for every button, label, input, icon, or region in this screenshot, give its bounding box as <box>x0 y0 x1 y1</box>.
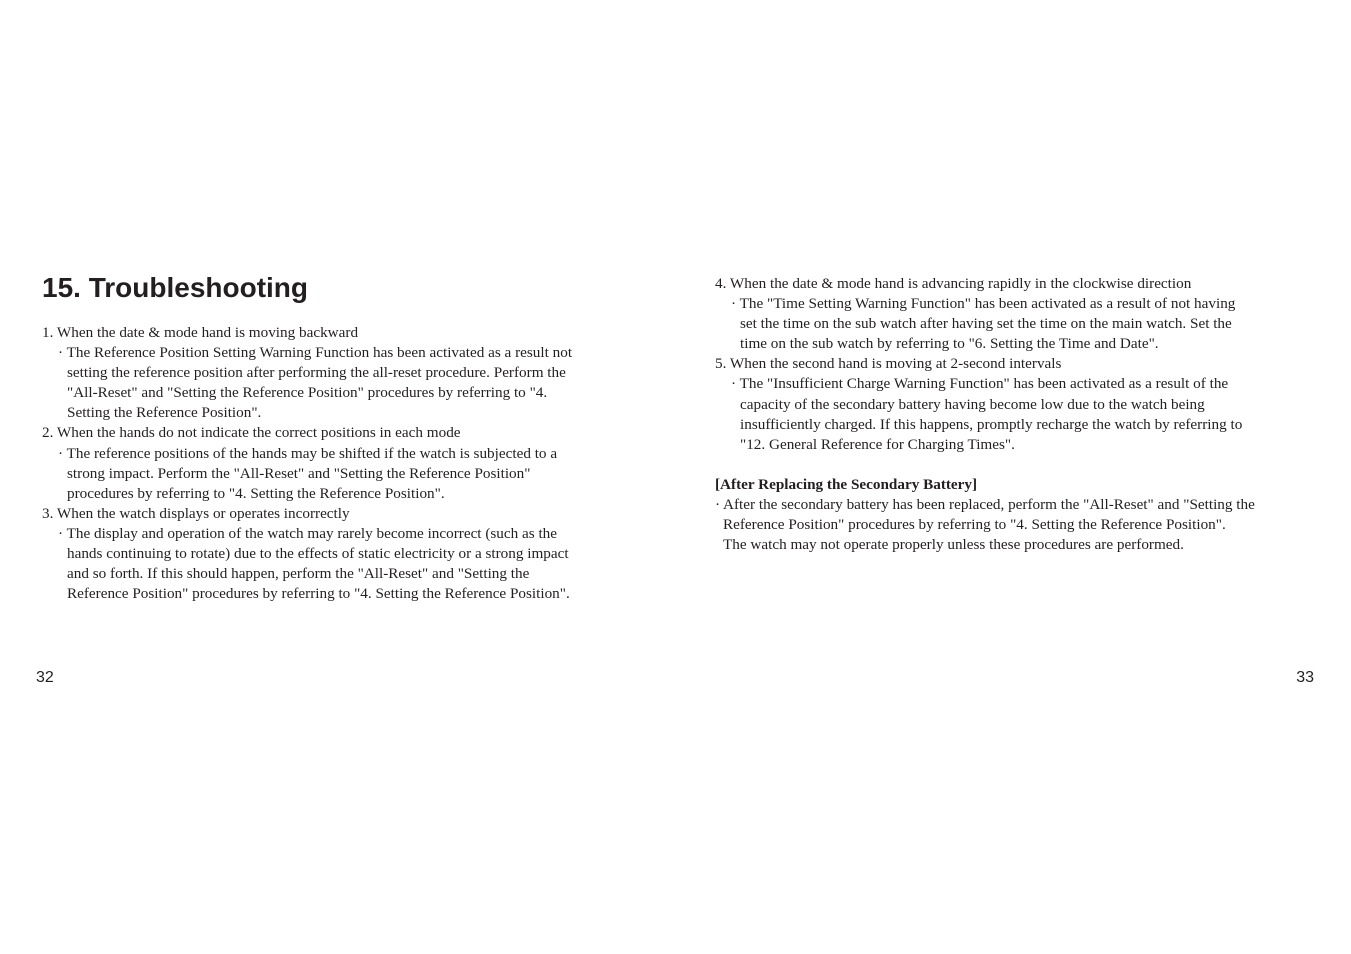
page-number-left: 32 <box>36 669 54 686</box>
item-2-line-3: procedures by referring to "4. Setting the Reference Position". <box>67 484 445 502</box>
item-body-5 <box>715 374 1325 454</box>
note-line-1: · After the secondary battery has been replaced, perform the "All-Reset" and "Setting the <box>715 495 1255 513</box>
left-page <box>0 0 675 954</box>
troubleshooting-list-left <box>42 323 642 604</box>
item-3-line-4: Reference Position" procedures by referring to "4. Setting the Reference Position". <box>67 585 570 603</box>
right-page <box>675 0 1351 954</box>
item-5-line-4: "12. General Reference for Charging Times". <box>740 435 1015 453</box>
section-title: 15. Troubleshooting <box>42 272 309 303</box>
item-heading-1: 1. When the date & mode hand is moving backward <box>42 324 359 341</box>
page-number-right: 33 <box>1296 669 1314 686</box>
item-1-line-2: setting the reference position after performing the all-reset procedure. Perform the <box>67 364 566 382</box>
item-3-line-2: hands continuing to rotate) due to the effects of static electricity or a strong impact <box>67 545 569 563</box>
item-4-line-2: set the time on the sub watch after having set the time on the main watch. Set the <box>740 315 1232 333</box>
item-heading-3: 3. When the watch displays or operates incorrectly <box>42 504 350 522</box>
item-body-3 <box>42 524 642 604</box>
item-2-line-1: · The reference positions of the hands may be shifted if the watch is subjected to a <box>58 444 558 462</box>
item-1-line-3: "All-Reset" and "Setting the Reference Position" procedures by referring to "4. <box>67 384 548 402</box>
item-heading-2: 2. When the hands do not indicate the correct positions in each mode <box>42 424 461 442</box>
item-body-4 <box>715 294 1325 354</box>
item-body-2 <box>42 444 642 504</box>
note-heading: [After Replacing the Secondary Battery] <box>715 475 978 493</box>
item-5-line-2: capacity of the secondary battery having become low due to the watch being <box>740 395 1205 413</box>
item-4-line-1: · The "Time Setting Warning Function" has been activated as a result of not having <box>731 295 1236 313</box>
item-heading-5: 5. When the second hand is moving at 2-second intervals <box>715 355 1062 373</box>
note-line-3: The watch may not operate properly unless these procedures are performed. <box>723 536 1184 554</box>
item-1-line-4: Setting the Reference Position". <box>67 404 262 422</box>
item-5-line-1: · The "Insufficient Charge Warning Function" has been activated as a result of the <box>731 375 1229 393</box>
item-3-line-3: and so forth. If this should happen, perform the "All-Reset" and "Setting the <box>67 565 530 583</box>
item-1-line-1: · The Reference Position Setting Warning Function has been activated as a result not <box>58 344 573 362</box>
item-heading-4: 4. When the date & mode hand is advancing rapidly in the clockwise direction <box>715 275 1192 292</box>
item-body-1 <box>42 343 642 423</box>
note-body <box>715 495 1325 555</box>
item-2-line-2: strong impact. Perform the "All-Reset" and "Setting the Reference Position" <box>67 464 531 482</box>
note-line-2: Reference Position" procedures by referring to "4. Setting the Reference Position". <box>723 516 1226 534</box>
troubleshooting-list-right <box>715 274 1325 555</box>
item-3-line-1: · The display and operation of the watch may rarely become incorrect (such as the <box>58 524 558 542</box>
item-5-line-3: insufficiently charged. If this happens, promptly recharge the watch by referring to <box>740 415 1243 433</box>
item-4-line-3: time on the sub watch by referring to "6. Setting the Time and Date". <box>740 335 1159 353</box>
